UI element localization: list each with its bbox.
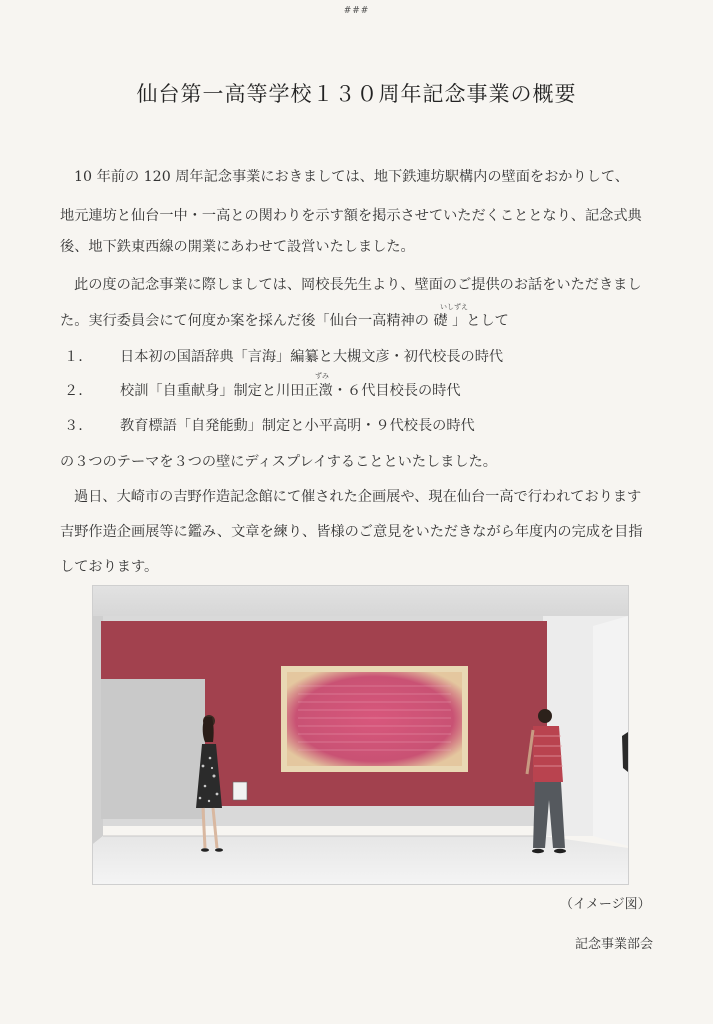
paragraph-1-line-2: 地元連坊と仙台一中・一高との関わりを示す額を掲示させていただくこととなり、記念式典 bbox=[60, 208, 642, 224]
theme-1-number: １. bbox=[64, 349, 83, 365]
paragraph-1-line-3: 後、地下鉄東西線の開業にあわせて設営いたしました。 bbox=[60, 239, 415, 255]
department-name: 記念事業部会 bbox=[575, 937, 654, 952]
exhibit-illustration bbox=[92, 585, 629, 885]
paragraph-4-line-1: 過日、大崎市の吉野作造記念館にて催された企画展や、現在仙台一高で行われております bbox=[74, 489, 642, 505]
document-title: 仙台第一高等学校１３０周年記念事業の概要 bbox=[136, 82, 577, 106]
paragraph-2-line-2: た。実行委員会にて何度か案を採んだ後「仙台一高精神の 礎 」として bbox=[60, 313, 509, 329]
theme-3-text: 教育標語「自発能動」制定と小平高明・９代校長の時代 bbox=[120, 418, 475, 434]
exhibit-rendering bbox=[93, 586, 628, 884]
paragraph-3: の３つのテーマを３つの壁にディスプレイすることといたしました。 bbox=[60, 454, 497, 470]
qr-sign bbox=[233, 782, 247, 800]
theme-3-number: ３. bbox=[64, 418, 83, 434]
theme-1-text: 日本初の国語辞典「言海」編纂と大槻文彦・初代校長の時代 bbox=[120, 349, 504, 365]
paragraph-1-line-1: 10 年前の 120 周年記念事業におきましては、地下鉄連坊駅構内の壁面をおかりして、 bbox=[74, 169, 629, 185]
ruby-zumi: ずみ bbox=[315, 372, 329, 380]
ruby-ishizue: いしずえ bbox=[440, 303, 468, 311]
paragraph-2-line-1: 此の度の記念事業に際しましては、岡校長先生より、壁面のご提供のお話をいただきまし bbox=[74, 277, 642, 293]
header-mark: ### bbox=[343, 6, 370, 16]
paragraph-4-line-3: しております。 bbox=[60, 559, 159, 575]
figure-caption: （イメージ図） bbox=[560, 897, 651, 912]
theme-2-text: 校訓「自重献身」制定と川田正澂・６代目校長の時代 bbox=[120, 383, 461, 399]
paragraph-4-line-2: 吉野作造企画展等に鑑み、文章を練り、皆様のご意見をいただきながら年度内の完成を目指 bbox=[60, 524, 643, 540]
theme-2-number: ２. bbox=[64, 383, 83, 399]
